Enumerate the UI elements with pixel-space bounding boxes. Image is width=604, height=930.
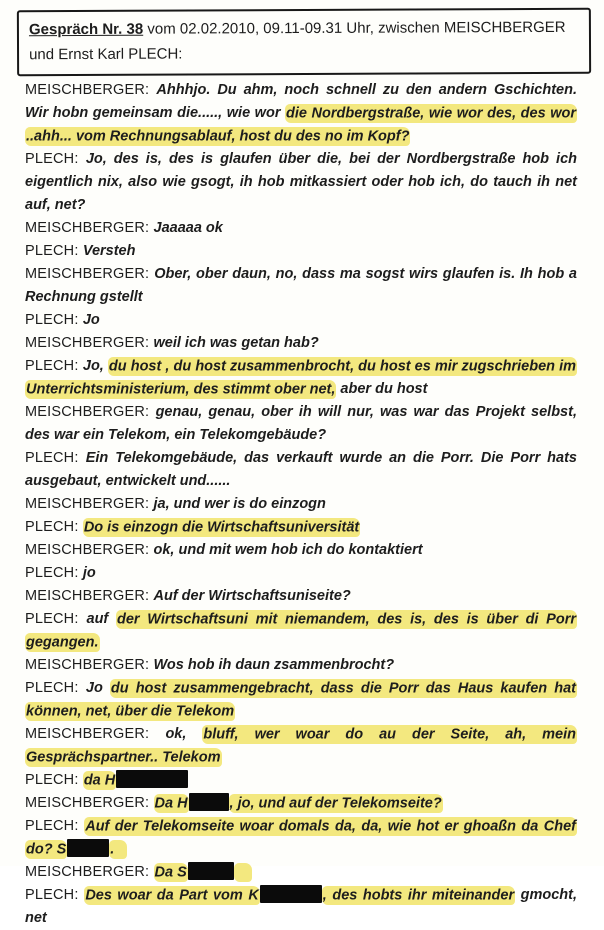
transcript (25, 79, 577, 930)
utterance-text: weil ich was getan hab? (153, 335, 319, 351)
highlighted-text: Da S (154, 864, 187, 880)
utterance-text: gmocht, net (25, 887, 578, 926)
transcript-utterance (25, 217, 577, 240)
redaction-box (260, 885, 322, 903)
speaker-label: PLECH: (25, 243, 83, 259)
utterance-text: Jaaaaa ok (153, 220, 223, 236)
transcript-utterance (25, 585, 577, 608)
speaker-label: MEISCHBERGER: (25, 404, 156, 420)
transcript-utterance (25, 401, 577, 447)
utterance-text: Jo, (82, 358, 108, 374)
transcript-utterance (25, 516, 577, 539)
speaker-label: PLECH: (25, 450, 86, 466)
transcript-utterance (25, 355, 577, 401)
transcript-utterance (25, 677, 577, 723)
speaker-label: PLECH: (25, 565, 83, 581)
highlighted-text: . (110, 841, 127, 857)
utterance-text: genau, genau, ober ih will nur, was war das Projekt selbst, des war ein Telekom, ein Telekomgebäude? (25, 404, 577, 443)
speaker-label: PLECH: (25, 519, 83, 535)
utterance-text: ok, (165, 726, 203, 742)
transcript-utterance (25, 815, 577, 861)
highlighted-text (234, 863, 252, 882)
highlighted-text: die Nordbergstraße, wie wor des, des wor ..ahh... vom Rechnungsablauf, host du des no im Kopf? (26, 105, 576, 144)
transcript-utterance (25, 493, 577, 516)
speaker-label: MEISCHBERGER: (25, 795, 154, 811)
transcript-utterance (25, 723, 577, 769)
speaker-label: MEISCHBERGER: (25, 864, 154, 880)
speaker-label: PLECH: (25, 818, 85, 834)
highlighted-text: Auf der Telekomseite woar domals da, da, wie hot er ghoaßn da Chef do? S (26, 818, 577, 857)
redaction-box (188, 862, 234, 880)
speaker-label: PLECH: (25, 312, 83, 328)
utterance-text: Jo (85, 680, 110, 696)
highlighted-text: , jo, und auf der Telekomseite? (229, 795, 442, 811)
conversation-meta: vom 02.02.2010, 09.11-09.31 Uhr, zwischen MEISCHBERGER und Ernst Karl PLECH: (29, 18, 566, 64)
highlighted-text: du host zusammengebracht, dass die Porr das Haus kaufen hat können, net, über die Telekom (26, 680, 576, 719)
transcript-utterance (25, 769, 577, 792)
speaker-label: MEISCHBERGER: (25, 82, 157, 98)
transcript-utterance (25, 608, 577, 654)
utterance-text: Wos hob ih daun zsammenbrocht? (153, 657, 395, 673)
highlighted-text: Do is einzogn die Wirtschaftsuniversität (83, 519, 360, 535)
highlighted-text: Da H (154, 795, 188, 811)
utterance-text: auf (86, 611, 116, 627)
transcript-utterance (25, 792, 577, 815)
utterance-text: Jo (82, 312, 100, 328)
utterance-text: Jo, des is, des is glaufen über die, bei der Nordbergstraße hob ich eigentlich nix, also wie gsogt, ih hob mitkassiert oder hob ich, do tauch ih net auf, net? (25, 151, 577, 213)
speaker-label: PLECH: (25, 772, 83, 788)
transcript-utterance (25, 148, 577, 217)
speaker-label: PLECH: (25, 680, 86, 696)
conversation-number: Gespräch Nr. 38 (28, 20, 144, 39)
transcript-utterance (25, 884, 577, 930)
speaker-label: MEISCHBERGER: (25, 335, 154, 351)
transcript-utterance (25, 263, 577, 309)
redaction-box (116, 770, 188, 788)
utterance-text: Auf der Wirtschaftsuniseite? (153, 588, 351, 604)
utterance-text: ok, und mit wem hob ich do kontaktiert (153, 542, 423, 558)
transcript-utterance (25, 861, 577, 884)
speaker-label: MEISCHBERGER: (25, 588, 154, 604)
highlighted-text: du host , du host zusammenbrocht, du host es mir zugschrieben im Unterrichtsministerium, des stimmt ober net, (26, 358, 577, 397)
speaker-label: MEISCHBERGER: (25, 220, 154, 236)
transcript-utterance (25, 332, 577, 355)
speaker-label: MEISCHBERGER: (25, 496, 154, 512)
utterance-text: aber du host (336, 381, 428, 397)
speaker-label: PLECH: (25, 887, 85, 903)
transcript-utterance (25, 539, 577, 562)
speaker-label: MEISCHBERGER: (25, 542, 154, 558)
highlighted-text: Des woar da Part vom K (85, 887, 259, 903)
utterance-text: Versteh (82, 243, 136, 259)
redaction-box (67, 839, 109, 857)
highlighted-text: da H (83, 772, 116, 788)
speaker-label: PLECH: (25, 358, 83, 374)
transcript-utterance (25, 79, 577, 148)
speaker-label: PLECH: (25, 611, 87, 627)
transcript-utterance (25, 240, 577, 263)
transcript-utterance (25, 562, 577, 585)
utterance-text: Ober, ober daun, no, dass ma sogst wirs glaufen is. Ih hob a Rechnung gstellt (25, 266, 577, 305)
redaction-box (189, 793, 229, 811)
highlighted-text: bluff, wer woar do au der Seite, ah, mein Gesprächspartner.. Telekom (26, 726, 576, 765)
transcript-utterance (25, 447, 577, 493)
utterance-text: Ahhhjo. Du ahm, noch schnell zu den andern Gschichten. Wir hobn gemeinsam die....., wie wor (25, 82, 577, 121)
transcript-utterance (25, 309, 577, 332)
highlighted-text: der Wirtschaftsuni mit niemandem, des is, des is über di Porr gegangen. (26, 611, 576, 650)
highlighted-text: , des hobts ihr miteinander (322, 887, 515, 903)
transcript-utterance (25, 654, 577, 677)
speaker-label: MEISCHBERGER: (25, 266, 155, 282)
speaker-label: PLECH: (25, 151, 86, 167)
speaker-label: MEISCHBERGER: (25, 726, 166, 742)
header-box (17, 8, 591, 77)
utterance-text: jo (82, 565, 96, 581)
utterance-text: ja, und wer is do einzogn (153, 496, 326, 512)
speaker-label: MEISCHBERGER: (25, 657, 154, 673)
utterance-text: Ein Telekomgebäude, das verkauft wurde an die Porr. Die Porr hats ausgebaut, entwickelt und...... (25, 450, 577, 489)
